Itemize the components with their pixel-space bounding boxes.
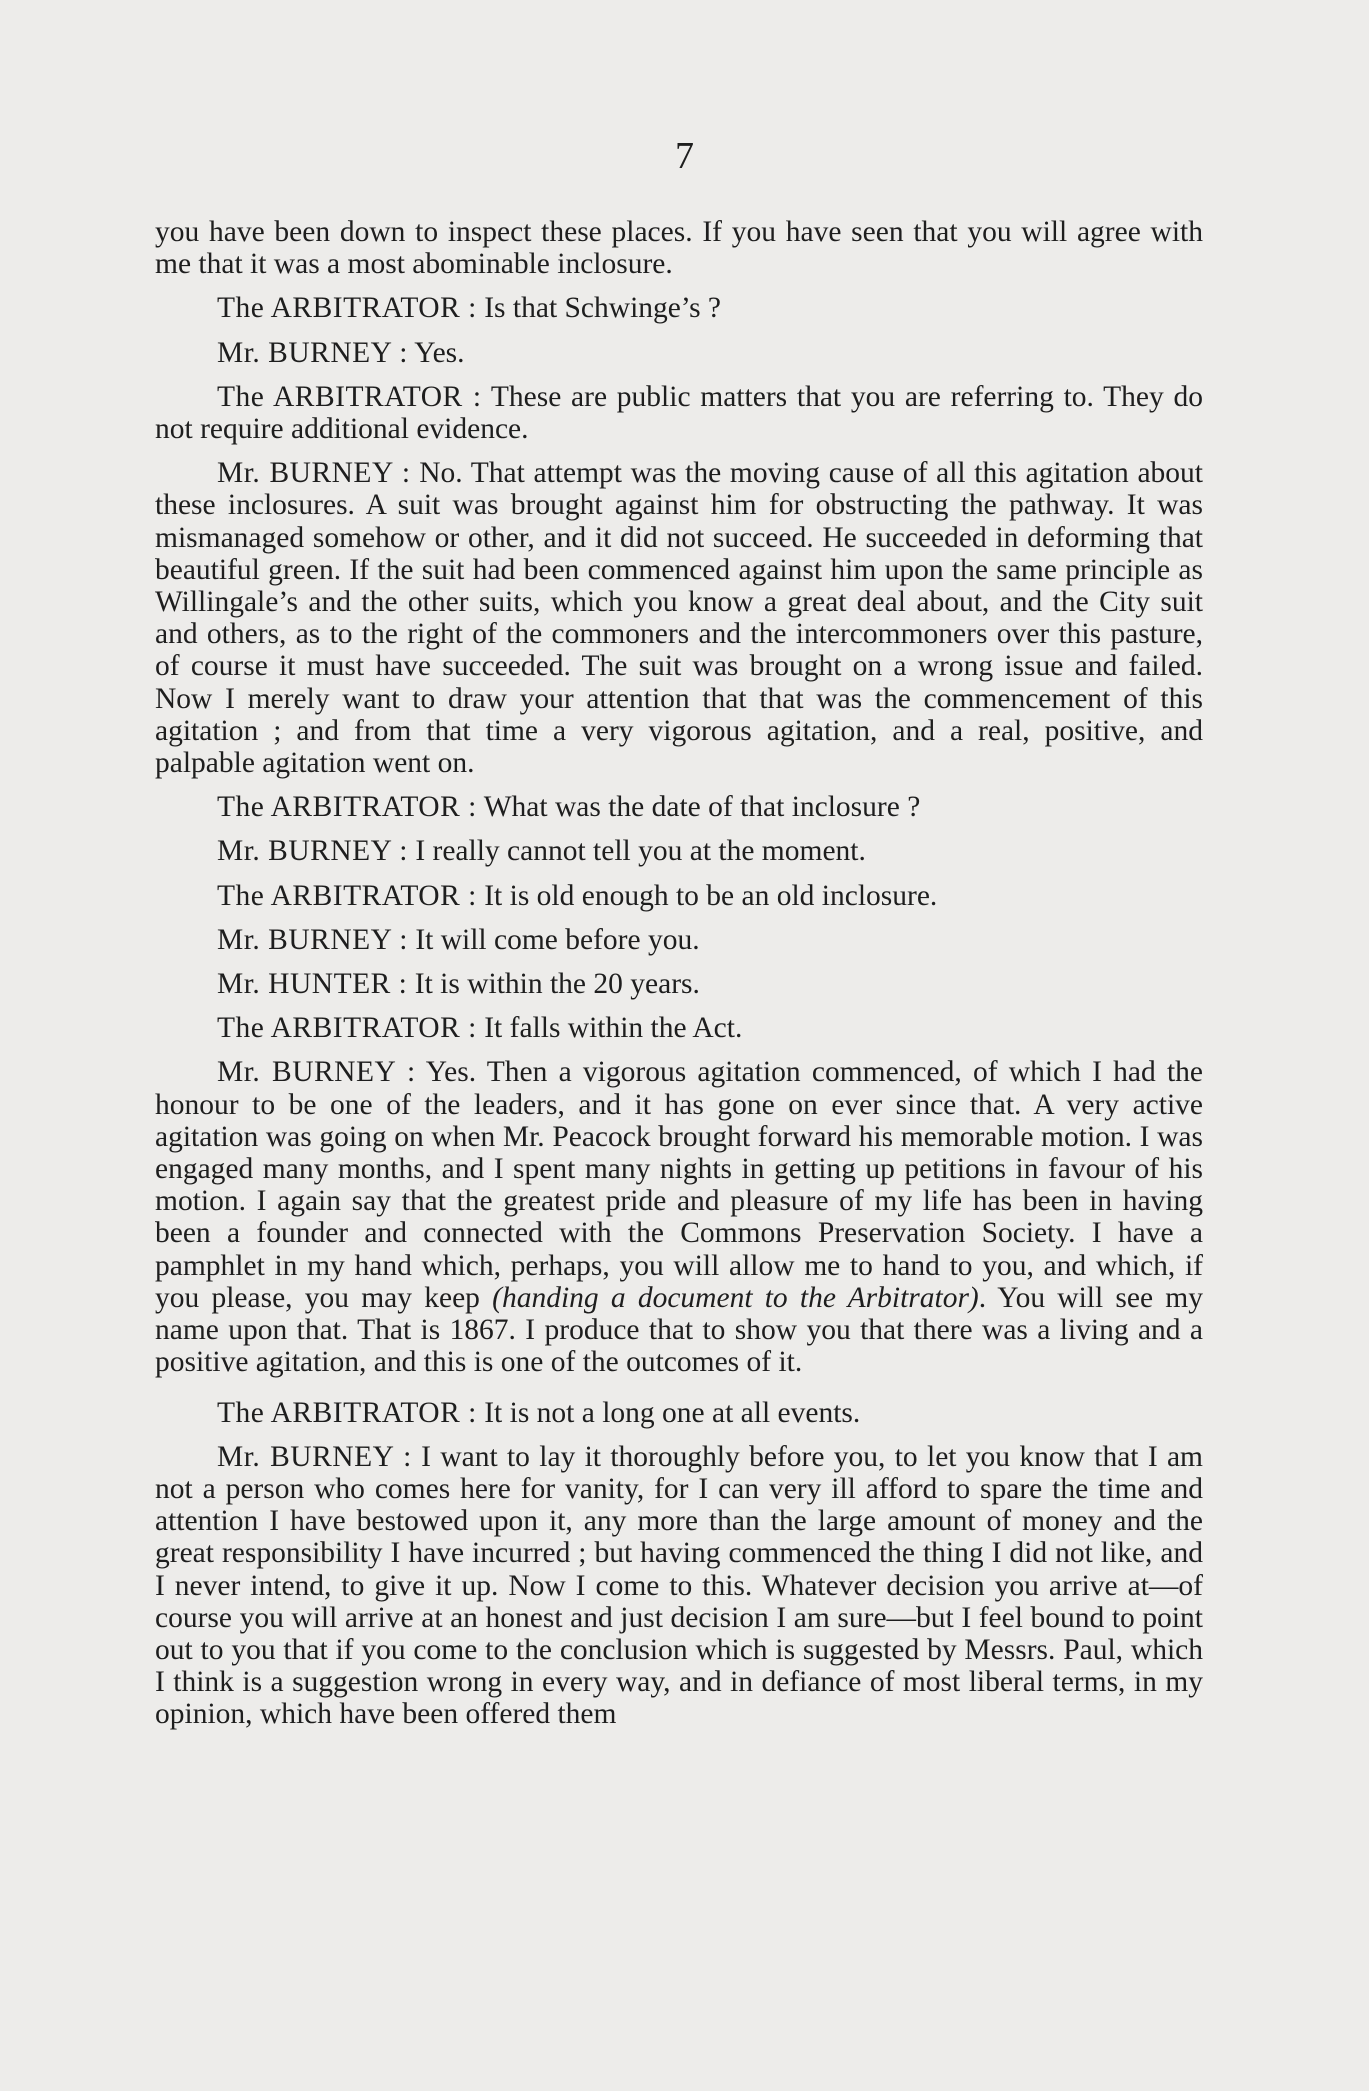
stage-direction: (handing a document to the Arbitrator): [492, 1281, 979, 1314]
paragraph: [155, 337, 1203, 369]
paragraph-text: I really cannot tell you at the moment.: [407, 835, 866, 868]
paragraph-text: Is that Schwinge’s ?: [476, 292, 722, 325]
paragraph: [155, 880, 1203, 912]
paragraph: [155, 791, 1203, 823]
speaker-label: Mr. BURNEY :: [217, 1440, 412, 1473]
speaker-label: The ARBITRATOR :: [217, 1396, 477, 1429]
speaker-label: The ARBITRATOR :: [217, 380, 482, 413]
paragraph-text: It is old enough to be an old inclosure.: [476, 879, 938, 912]
paragraph-text: I want to lay it thoroughly before you, to let you know that I am not a person who comes here for vanity, for I can very ill afford to spare the time and attention I have bestowed upon it, any more than the large amount of money and the great responsibility I have incurred ; but having commenced the thing I did not like, and I never intend, to give it up. Now I come to this. Whatever decision you arrive at—of course you will arrive at an honest and just decision I am sure—but I feel bound to point out to you that if you come to the conclusion which is suggested by Messrs. Paul, which I think is a suggestion wrong in every way, and in defiance of most liberal terms, in my opinion, which have been offered them: [155, 1440, 1204, 1731]
paragraph-text: These are public matters that you are referring to. They do not require additional evidence.: [155, 380, 1203, 446]
speaker-label: Mr. BURNEY :: [217, 1056, 416, 1089]
speaker-label: Mr. BURNEY :: [217, 336, 408, 369]
paragraph: [155, 292, 1203, 324]
paragraph: [155, 1441, 1203, 1731]
page-number: 7: [675, 135, 694, 177]
paragraph: [155, 1012, 1203, 1044]
paragraph-text: Yes. Then a vigorous agitation commenced, of which I had the honour to be one of the leaders, and it has gone on ever since that. A very active agitation was going on when Mr. Peacock brought forward his memorable motion. I was engaged many months, and I spent many nights in getting up petitions in favour of his motion. I again say that the greatest pride and pleasure of my life has been in having been a founder and connected with the Commons Preservation Society. I have a pamphlet in my hand which, perhaps, you will allow me to hand to you, and which, if you please, you may keep: [155, 1056, 1203, 1314]
speaker-label: The ARBITRATOR :: [217, 791, 477, 824]
speaker-label: Mr. BURNEY :: [217, 923, 408, 956]
paragraph: [155, 968, 1203, 1000]
paragraph: [155, 216, 1203, 280]
paragraph-text: It is within the 20 years.: [407, 968, 700, 1001]
paragraph: [155, 381, 1203, 445]
paragraph: [155, 835, 1203, 867]
paragraph-text: It will come before you.: [407, 923, 700, 956]
speaker-label: Mr. BURNEY :: [217, 457, 411, 490]
speaker-label: The ARBITRATOR :: [217, 1012, 477, 1045]
paragraph-text: What was the date of that inclosure ?: [476, 791, 921, 824]
paragraph-text: No. That attempt was the moving cause of all this agitation about these inclosures. A suit was brought against him for obstructing the pathway. It was mismanaged somehow or other, and it did not succeed. He succeeded in deforming that beautiful green. If the suit had been commenced against him upon the same principle as Willingale’s and the other suits, which you know a great deal about, and the City suit and others, as to the right of the commoners and the intercommoners over this pasture, of course it must have succeeded. The suit was brought on a wrong issue and failed. Now I merely want to draw your attention that that was the commencement of this agitation ; and from that time a very vigorous agitation, and a real, positive, and palpable agitation went on.: [155, 457, 1203, 780]
paragraph-text: . You will see my name upon that. That is 1867. I produce that to show you that there was a living and a positive agitation, and this is one of the outcomes of it.: [155, 1281, 1203, 1379]
paragraph-text: Yes.: [407, 336, 465, 369]
speaker-label: Mr. BURNEY :: [217, 835, 408, 868]
paragraph-text: It falls within the Act.: [476, 1012, 743, 1045]
body-text: [155, 216, 1203, 1743]
paragraph: [155, 1397, 1203, 1429]
paragraph: [155, 457, 1203, 779]
speaker-label: The ARBITRATOR :: [217, 292, 477, 325]
paragraph: [155, 1056, 1203, 1378]
speaker-label: The ARBITRATOR :: [217, 879, 477, 912]
paragraph: [155, 924, 1203, 956]
speaker-label: Mr. HUNTER :: [217, 968, 408, 1001]
paragraph-text: It is not a long one at all events.: [476, 1396, 861, 1429]
paragraph-text: you have been down to inspect these places. If you have seen that you will agree with me that it was a most abominable inclosure.: [155, 216, 1203, 281]
